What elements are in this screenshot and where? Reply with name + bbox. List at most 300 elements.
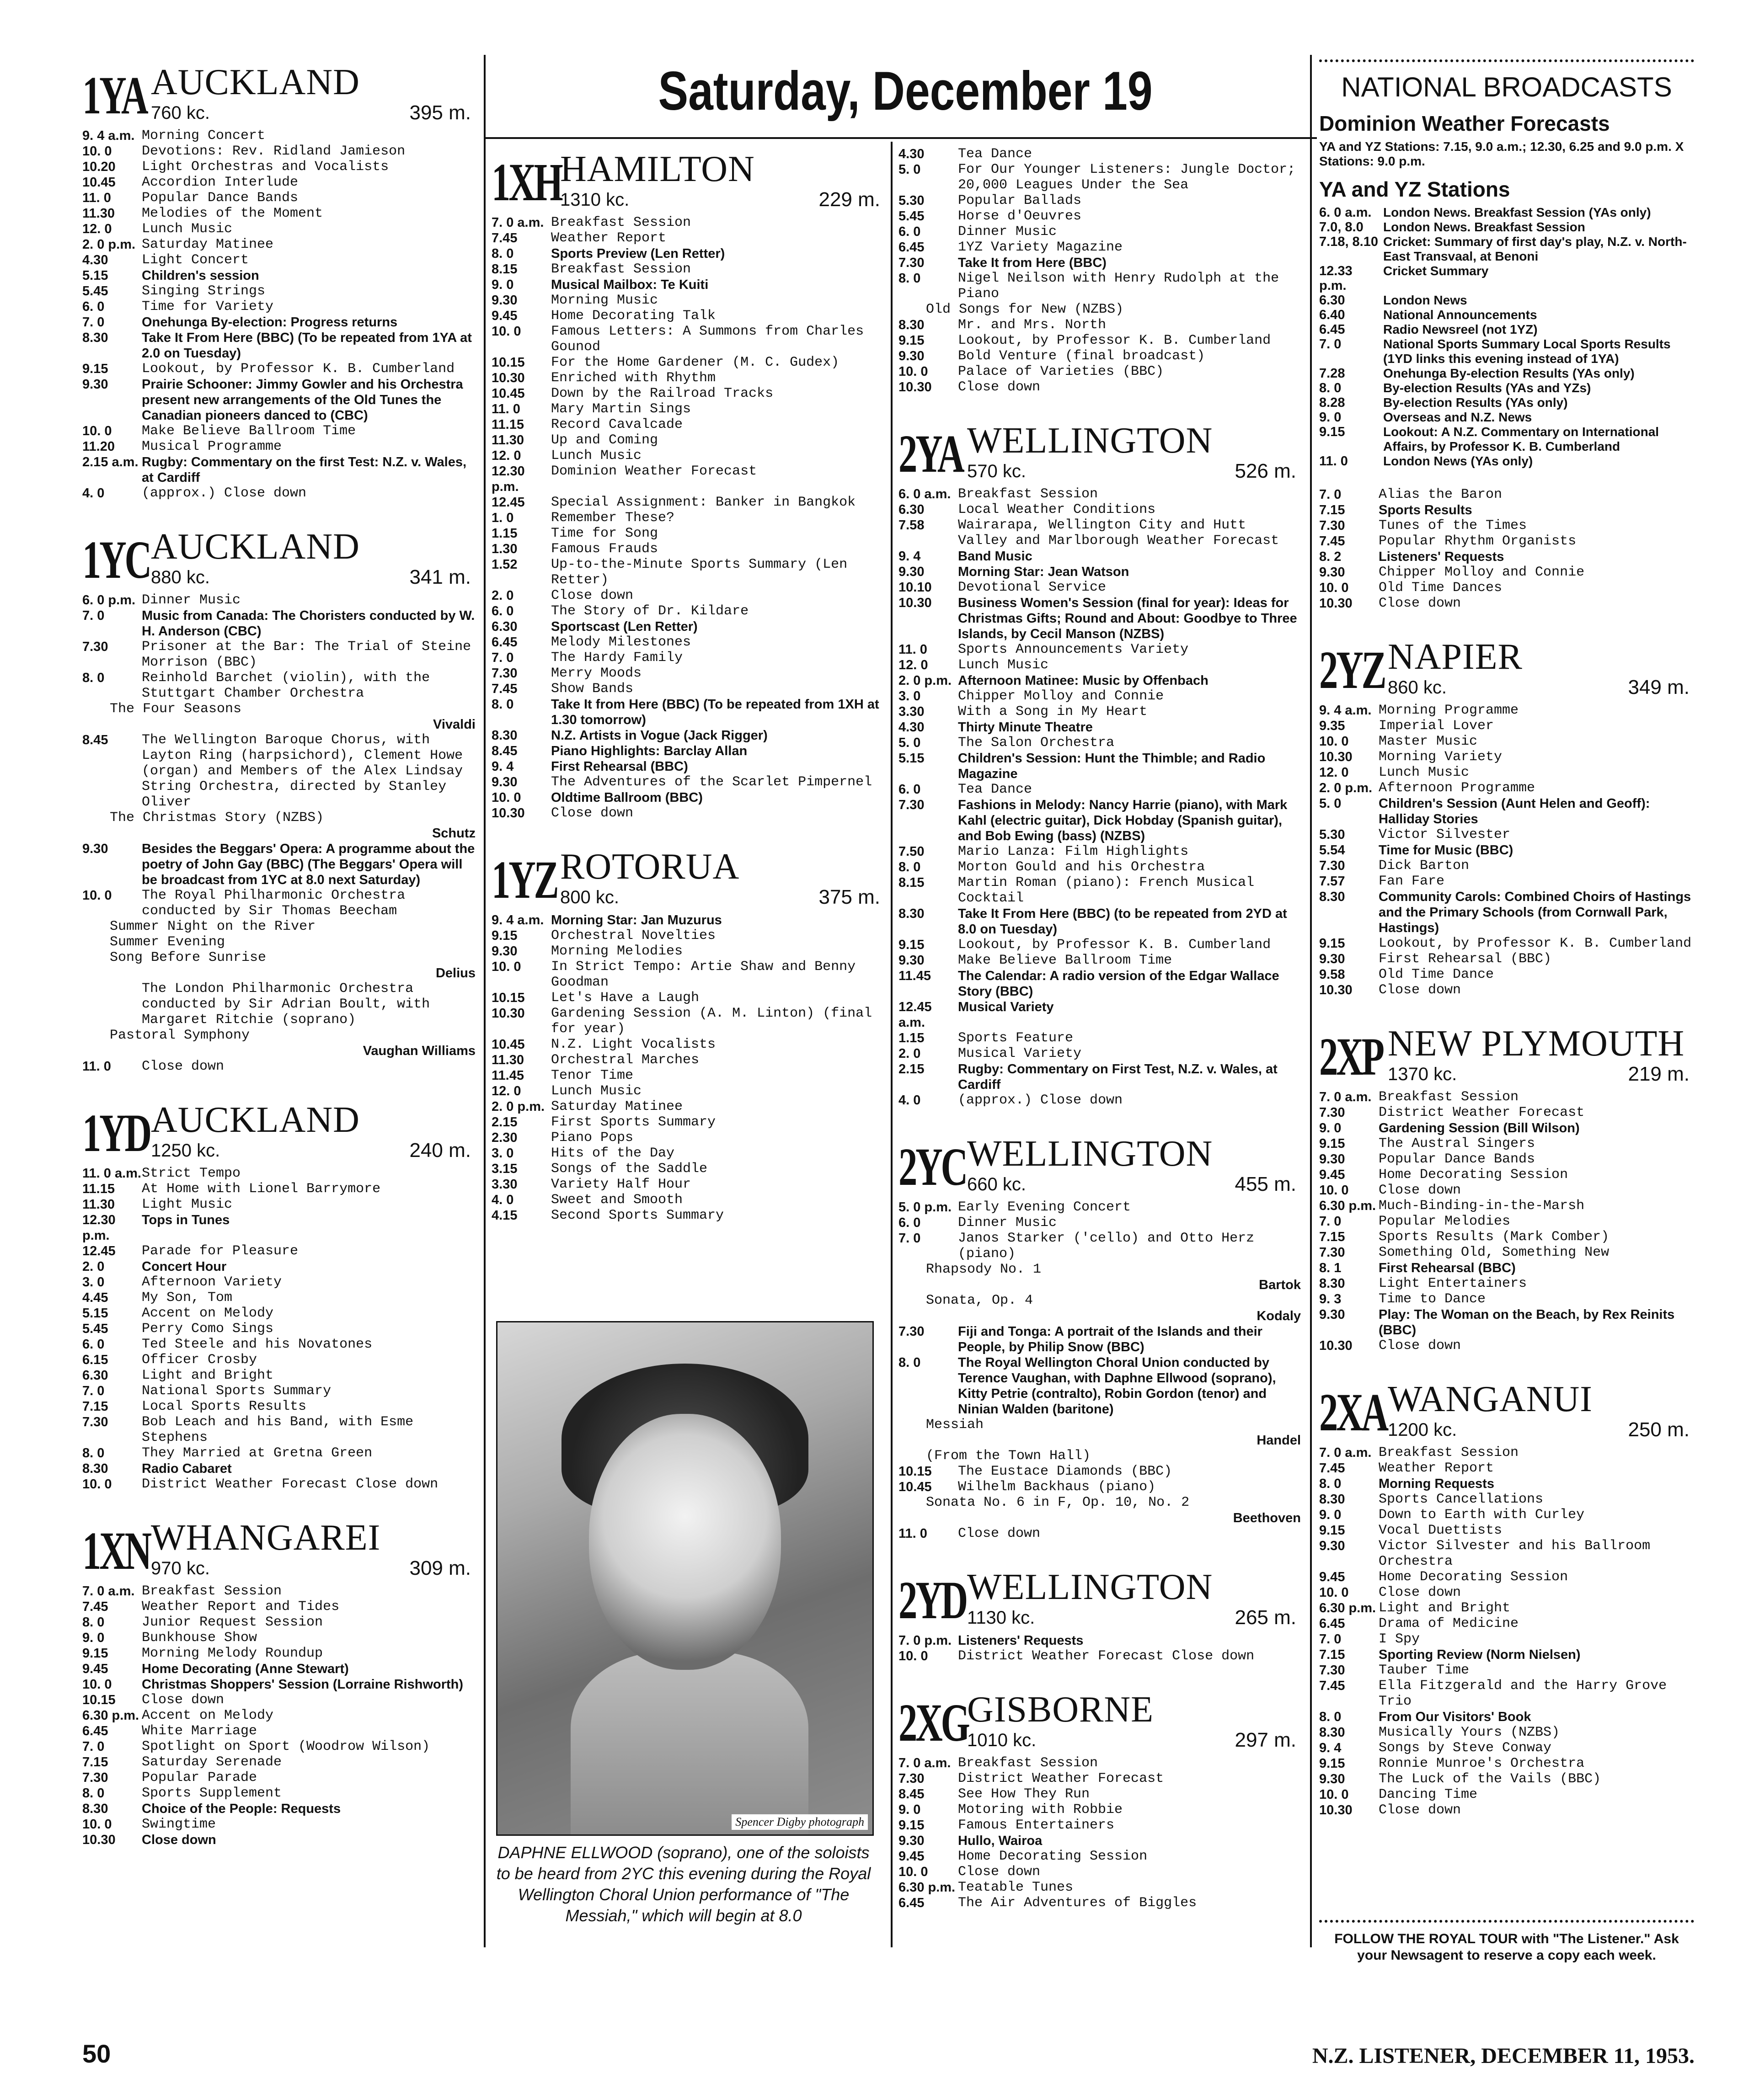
- programme-row: [898, 720, 1301, 735]
- station-callsign: 1YZ: [492, 850, 557, 910]
- programme-title: Band Music: [958, 549, 1032, 564]
- programme-title: Famous Frauds: [551, 541, 658, 557]
- programme-row: [82, 268, 476, 283]
- programme-time: 9.30: [898, 565, 925, 579]
- programme-subtitle: Messiah: [926, 1417, 984, 1433]
- programme-row: [82, 1059, 476, 1074]
- programme-time: 8. 0: [82, 1446, 105, 1460]
- programme-row: [82, 1368, 476, 1383]
- programme-row: [1319, 982, 1694, 998]
- programme-time: 5.45: [898, 209, 925, 224]
- programme-title: Musical Variety: [958, 1046, 1082, 1061]
- programme-title: Weather Report and Tides: [142, 1599, 340, 1615]
- programme-row: [898, 271, 1301, 302]
- programme-row: [1319, 1647, 1694, 1663]
- programme-row: [1319, 1120, 1694, 1136]
- programme-row: [1319, 1663, 1694, 1678]
- programme-time: 12. 0: [82, 222, 112, 236]
- programme-time: 10. 0: [82, 144, 112, 159]
- programme-row: [492, 759, 885, 774]
- programme-title: From Our Visitors' Book: [1379, 1710, 1531, 1724]
- programme-time: 12.33 p.m.: [1319, 264, 1353, 293]
- station-block: [1319, 1376, 1694, 1818]
- programme-row: [1319, 1507, 1694, 1523]
- station-city: NAPIER: [1388, 637, 1523, 677]
- programme-subtitle: Rhapsody No. 1: [926, 1262, 1042, 1277]
- programme-row: [898, 1880, 1301, 1895]
- programme-title: For Our Younger Listeners: Jungle Doctor; 20,000 Leagues Under the Sea: [958, 162, 1296, 193]
- programme-time: 8.30: [82, 1802, 108, 1816]
- programme-time: 6.15: [82, 1353, 108, 1367]
- programme-time: 9. 4: [898, 549, 921, 564]
- programme-time: 7.18, 8.10: [1319, 235, 1378, 249]
- programme-time: 10.45: [82, 175, 116, 190]
- programme-title: Down to Earth with Curley: [1379, 1507, 1585, 1523]
- programme-title: Morning Requests: [1379, 1476, 1494, 1491]
- programme-title: Lookout, by Professor K. B. Cumberland: [958, 333, 1271, 348]
- programme-title: First Rehearsal (BBC): [551, 759, 688, 774]
- programme-row: [898, 1895, 1301, 1911]
- programme-time: 4.45: [82, 1290, 108, 1305]
- programme-title: Saturday Matinee: [551, 1099, 683, 1114]
- programme-title: Local Sports Results: [142, 1399, 307, 1414]
- programme-row: [1319, 220, 1694, 235]
- programme-title: Nigel Neilson with Henry Rudolph at the Piano: [958, 271, 1279, 302]
- programme-time: 9.35: [1319, 719, 1345, 733]
- programme-time: 8.45: [898, 1787, 925, 1802]
- programme-title: Time for Music (BBC): [1379, 843, 1513, 858]
- programme-time: 8. 1: [1319, 1261, 1342, 1275]
- programme-time: 6. 0: [898, 1215, 921, 1230]
- programme-time: 6. 0: [492, 604, 514, 618]
- programme-row: [492, 464, 885, 495]
- programme-title: In Strict Tempo: Artie Shaw and Benny Goodman: [551, 959, 856, 990]
- programme-row: [492, 541, 885, 557]
- programme-row: [898, 1215, 1301, 1231]
- programme-row: [898, 968, 1301, 999]
- programme-row: [82, 330, 476, 361]
- composer: Vaughan Williams: [363, 1044, 476, 1058]
- programme-row: [898, 486, 1301, 502]
- programme-time: 11. 0: [492, 402, 520, 416]
- programme-title: Bunkhouse Show: [142, 1630, 257, 1646]
- station-wavelength: 349 m.: [1628, 676, 1690, 698]
- programme-title: Weather Report: [1379, 1460, 1494, 1476]
- programme-title: Concert Hour: [142, 1259, 227, 1274]
- programme-row: [82, 144, 476, 159]
- programme-title: Listeners' Requests: [958, 1633, 1084, 1648]
- programme-title: Breakfast Session: [551, 261, 691, 277]
- programme-time: 3.15: [492, 1162, 518, 1176]
- programme-row: [898, 1849, 1301, 1864]
- programme-time: 9.30: [492, 775, 518, 789]
- station-header: [1319, 634, 1694, 703]
- programme-time: 7. 0: [1319, 487, 1342, 502]
- programme-time: 11.45: [492, 1068, 524, 1083]
- programme-row: [898, 1633, 1301, 1648]
- programme-time: 11.30: [492, 433, 524, 448]
- programme-row: [898, 1786, 1301, 1802]
- programme-time: 7.30: [1319, 1105, 1345, 1120]
- programme-title: Sports Cancellations: [1379, 1492, 1544, 1507]
- programme-title: Prairie Schooner: Jimmy Gowler and his Orchestra present new arrangements of the Old Tunes the Canadian pioneers danced to (CBC): [142, 377, 463, 423]
- programme-time: 9.45: [898, 1849, 925, 1864]
- station-callsign: 1XN: [82, 1521, 150, 1581]
- programme-row: [1319, 322, 1694, 337]
- programme-time: 2.30: [492, 1130, 518, 1145]
- programme-time: 7. 0: [82, 315, 105, 330]
- programme-title: London News (YAs only): [1383, 454, 1533, 468]
- programme-title: Close down: [1379, 1585, 1461, 1600]
- programme-title: Piano Pops: [551, 1130, 634, 1146]
- programme-title: Musical Mailbox: Te Kuiti: [551, 277, 709, 292]
- programme-row: [1319, 580, 1694, 596]
- programme-title: Martin Roman (piano): French Musical Cocktail: [958, 875, 1255, 906]
- programme-time: 9.15: [898, 333, 925, 348]
- programme-time: 10. 0: [1319, 1585, 1349, 1600]
- programme-subtitle: Sonata No. 6 in F, Op. 10, No. 2: [926, 1495, 1190, 1510]
- programme-subtitle: Old Songs for New (NZBS): [926, 302, 1124, 317]
- station-frequency: 1310 kc.: [560, 190, 630, 210]
- programme-time: 7. 0: [82, 608, 105, 623]
- programme-title: Onehunga By-election: Progress returns: [142, 315, 398, 330]
- programme-time: 10.15: [492, 355, 525, 370]
- programme-time: 9.15: [82, 362, 108, 376]
- programme-time: 8.30: [82, 1461, 108, 1476]
- programme-row: [82, 1630, 476, 1646]
- programme-time: 11.30: [492, 1053, 524, 1067]
- programme-row: [492, 1130, 885, 1146]
- programme-row: [82, 1661, 476, 1677]
- programme-time: 7.45: [82, 1599, 108, 1614]
- programme-title: Sports Supplement: [142, 1786, 282, 1801]
- programme-time: 10.30: [1319, 1338, 1353, 1353]
- programme-row: [82, 1337, 476, 1352]
- programme-title: Popular Ballads: [958, 193, 1082, 208]
- programme-row: [1319, 858, 1694, 874]
- programme-row: [492, 355, 885, 370]
- station-wavelength: 250 m.: [1628, 1418, 1690, 1441]
- programme-title: Time for Variety: [142, 299, 274, 314]
- programme-time: 10.15: [492, 991, 525, 1005]
- programme-row: [82, 1414, 476, 1445]
- programme-row: [82, 299, 476, 314]
- programme-row: [492, 277, 885, 293]
- programme-title: The London Philharmonic Orchestra conducted by Sir Adrian Boult, with Margaret Ritchie (soprano): [142, 981, 430, 1028]
- programme-row: [898, 953, 1301, 968]
- programme-title: District Weather Forecast: [1379, 1105, 1585, 1120]
- station-header: [82, 524, 476, 592]
- programme-time: 7. 0: [1319, 1632, 1342, 1647]
- station-frequency: 970 kc.: [151, 1558, 210, 1578]
- programme-row: [1319, 502, 1694, 518]
- programme-row: [82, 175, 476, 190]
- programme-time: 10.15: [898, 1464, 932, 1479]
- programme-row: [82, 1801, 476, 1817]
- programme-time: 12. 0: [898, 658, 928, 672]
- programme-row: [492, 928, 885, 943]
- programme-title: Home Decorating Session: [958, 1849, 1148, 1864]
- programme-row: [82, 608, 476, 639]
- programme-title: Lunch Music: [958, 657, 1049, 673]
- programme-row: [82, 190, 476, 206]
- programme-title: Close down: [1379, 1802, 1461, 1818]
- programme-time: 9.30: [1319, 1772, 1345, 1786]
- programme-row: [1319, 718, 1694, 734]
- programme-title: Light and Bright: [142, 1368, 274, 1383]
- station-block: [492, 844, 885, 1223]
- programme-row: [82, 128, 476, 144]
- programme-title: Imperial Lover: [1379, 718, 1494, 734]
- programme-row: [1319, 936, 1694, 951]
- programme-title: Vocal Duettists: [1379, 1523, 1503, 1538]
- footer-note: FOLLOW THE ROYAL TOUR with "The Listener." Ask your Newsagent to reserve a copy each week.: [1319, 1920, 1694, 1964]
- programme-time: 10.30: [82, 1833, 116, 1847]
- programme-row: [492, 666, 885, 681]
- programme-title: Radio Newsreel (not 1YZ): [1383, 322, 1538, 336]
- programme-time: 9.30: [898, 953, 925, 968]
- programme-row: [1319, 235, 1694, 264]
- programme-title: 1YZ Variety Magazine: [958, 240, 1123, 255]
- programme-time: 2.15: [492, 1115, 518, 1130]
- station-header: [1319, 1021, 1694, 1089]
- programme-row: [1319, 205, 1694, 220]
- programme-row: [898, 673, 1301, 688]
- programme-row: [1319, 1476, 1694, 1492]
- programme-row: [492, 1099, 885, 1114]
- programme-title: Home Decorating Session: [1379, 1569, 1568, 1585]
- programme-row: [898, 782, 1301, 797]
- programme-row: [898, 580, 1301, 595]
- programme-row: [82, 283, 476, 299]
- programme-time: 5. 0 p.m.: [898, 1200, 952, 1215]
- programme-time: 12. 0: [492, 448, 521, 463]
- programme-title: Time to Dance: [1379, 1291, 1486, 1307]
- programme-row: [1319, 1167, 1694, 1183]
- programme-title: Let's Have a Laugh: [551, 990, 700, 1006]
- station-block: [898, 1687, 1301, 1911]
- station-frequency: 760 kc.: [151, 103, 210, 123]
- programme-title: Old Time Dance: [1379, 967, 1494, 982]
- station-city: WELLINGTON: [967, 421, 1213, 461]
- programme-row: [1319, 951, 1694, 967]
- programme-time: 12. 0: [492, 1084, 521, 1098]
- programme-row: [898, 1324, 1301, 1355]
- programme-row: [1319, 842, 1694, 858]
- programme-time: 8. 0: [898, 271, 921, 286]
- programme-title: Mr. and Mrs. North: [958, 317, 1107, 333]
- photo-shoulders: [571, 1652, 808, 1836]
- programme-title: Take It from Here (BBC): [958, 256, 1107, 270]
- programme-row: [492, 1177, 885, 1192]
- programme-time: 6.45: [898, 240, 925, 255]
- programme-time: 6.30: [82, 1368, 108, 1383]
- programme-time: 8.30: [1319, 1276, 1345, 1291]
- programme-title: Morning Music: [551, 293, 658, 308]
- programme-row: [898, 735, 1301, 751]
- programme-row: [1319, 1585, 1694, 1600]
- programme-time: 6.45: [1319, 1616, 1345, 1631]
- composer: Beethoven: [1233, 1511, 1301, 1525]
- station-frequency: 660 kc.: [967, 1174, 1026, 1194]
- programme-row: [1319, 765, 1694, 780]
- programme-title: Up-to-the-Minute Sports Summary (Len Retter): [551, 557, 848, 588]
- programme-time: 10.30: [1319, 983, 1353, 997]
- programme-time: 11. 0: [82, 191, 111, 205]
- programme-title: Gardening Session (Bill Wilson): [1379, 1121, 1580, 1135]
- programme-time: 7.30: [898, 1324, 925, 1339]
- programme-time: 11.30: [82, 1197, 115, 1212]
- programme-time: 10.30: [492, 806, 525, 821]
- programme-time: 8.30: [898, 906, 925, 921]
- programme-row: [492, 1006, 885, 1037]
- station-frequency: 880 kc.: [151, 567, 210, 587]
- station-frequency: 570 kc.: [967, 461, 1026, 481]
- programme-row: [898, 844, 1301, 859]
- programme-row: [898, 1526, 1301, 1541]
- programme-row: [82, 1723, 476, 1739]
- programme-title: Devotions: Rev. Ridland Jamieson: [142, 144, 406, 159]
- programme-time: 10. 0: [898, 364, 928, 379]
- programme-title: Famous Entertainers: [958, 1818, 1115, 1833]
- programme-row: [1319, 796, 1694, 827]
- programme-time: 8.30: [1319, 1725, 1345, 1740]
- programme-title: Perry Como Sings: [142, 1321, 274, 1337]
- programme-title: Fiji and Tonga: A portrait of the Islands and their People, by Philip Snow (BBC): [958, 1324, 1262, 1354]
- programme-time: 10. 0: [492, 790, 521, 805]
- programme-row: [898, 146, 1301, 162]
- programme-row: [82, 732, 476, 810]
- programme-time: 9.30: [898, 1834, 925, 1848]
- programme-time: 8.30: [1319, 1492, 1345, 1507]
- programme-row: [1319, 1771, 1694, 1787]
- programme-title: Alias the Baron: [1379, 487, 1503, 502]
- programme-time: 7.15: [82, 1755, 108, 1770]
- programme-row: [898, 193, 1301, 208]
- programme-row: [898, 688, 1301, 704]
- programme-title: Breakfast Session: [551, 215, 691, 230]
- programme-time: 6.30 p.m.: [82, 1708, 139, 1723]
- programme-title: Sports Announcements Variety: [958, 642, 1189, 657]
- station-city: ROTORUA: [560, 847, 740, 887]
- programme-time: 7.50: [898, 844, 925, 859]
- programme-row: [492, 790, 885, 805]
- programme-row: [1319, 1229, 1694, 1245]
- programme-time: 7. 0 a.m.: [1319, 1445, 1372, 1460]
- programme-title: Master Music: [1379, 734, 1478, 749]
- programme-title: The Luck of the Vails (BBC): [1379, 1771, 1601, 1787]
- programme-row: [1319, 1307, 1694, 1338]
- programme-row: [82, 841, 476, 888]
- programme-time: 8. 0: [1319, 1710, 1342, 1724]
- programme-row: [1319, 518, 1694, 533]
- programme-row: [82, 1754, 476, 1770]
- programme-time: 7. 0 a.m.: [1319, 1090, 1372, 1104]
- station-header: [1319, 1376, 1694, 1445]
- programme-time: 2. 0: [82, 1259, 105, 1274]
- programme-time: 10. 0: [82, 1677, 112, 1692]
- programme-time: 2. 0 p.m.: [492, 1099, 545, 1114]
- programme-time: 7.15: [1319, 1647, 1345, 1662]
- programme-row: [82, 1166, 476, 1181]
- programme-row: [82, 361, 476, 377]
- programme-row: [492, 432, 885, 448]
- station-city: WELLINGTON: [967, 1567, 1213, 1607]
- programme-title: The Adventures of the Scarlet Pimpernel: [551, 774, 872, 790]
- programme-title: Victor Silvester and his Ballroom Orchestra: [1379, 1538, 1651, 1569]
- programme-title: Motoring with Robbie: [958, 1802, 1123, 1818]
- programme-row: [82, 1646, 476, 1661]
- programme-time: 8. 0: [898, 1355, 921, 1370]
- programme-time: 9.30: [492, 944, 518, 959]
- programme-row: [1319, 1151, 1694, 1167]
- programme-title: District Weather Forecast Close down: [958, 1648, 1255, 1664]
- station-wavelength: 265 m.: [1235, 1606, 1296, 1629]
- programme-title: Afternoon Matinee: Music by Offenbach: [958, 673, 1209, 688]
- programme-title: Musical Variety: [958, 1000, 1054, 1014]
- programme-title: Oldtime Ballroom (BBC): [551, 790, 703, 805]
- programme-row: [898, 859, 1301, 875]
- programme-row: [1319, 549, 1694, 565]
- programme-title: Bold Venture (final broadcast): [958, 348, 1205, 364]
- programme-title: Morton Gould and his Orchestra: [958, 859, 1205, 875]
- programme-title: Lunch Music: [551, 1083, 642, 1099]
- programme-time: 7.30: [1319, 1245, 1345, 1260]
- programme-title: Janos Starker ('cello) and Otto Herz (piano): [958, 1231, 1255, 1262]
- programme-title: National Sports Summary: [142, 1383, 332, 1399]
- programme-row: [1319, 565, 1694, 580]
- programme-title: Make Believe Ballroom Time: [958, 953, 1172, 968]
- programme-time: 7.45: [1319, 1679, 1345, 1693]
- programme-time: 9.30: [82, 377, 108, 392]
- programme-title: Close down: [1379, 1183, 1461, 1198]
- programme-time: 4.30: [898, 147, 925, 161]
- programme-title: Melodies of the Moment: [142, 206, 323, 221]
- station-callsign: 1XH: [492, 152, 561, 212]
- programme-time: 1.15: [898, 1031, 925, 1045]
- programme-time: 11.15: [82, 1182, 115, 1196]
- programme-title: Horse d'Oeuvres: [958, 208, 1082, 224]
- programme-row: [898, 595, 1301, 642]
- programme-title: The Austral Singers: [1379, 1136, 1535, 1151]
- programme-title: The Wellington Baroque Chorus, with Layton Ring (harpsichord), Clement Howe (organ) and Members of the Alex Lindsay String Orchestra, directed by Stanley Oliver: [142, 732, 463, 810]
- programme-row: [492, 1161, 885, 1177]
- station-frequency: 1250 kc.: [151, 1141, 220, 1161]
- programme-row: [898, 657, 1301, 673]
- programme-time: 11.15: [492, 417, 524, 432]
- programme-title: Thirty Minute Theatre: [958, 720, 1093, 735]
- programme-time: 10. 0: [492, 959, 521, 974]
- programme-time: 12.45: [492, 495, 525, 510]
- station-wavelength: 455 m.: [1235, 1173, 1296, 1195]
- programme-title: Sports Feature: [958, 1030, 1074, 1046]
- programme-title: Hullo, Wairoa: [958, 1834, 1043, 1848]
- programme-row: [492, 246, 885, 261]
- station-callsign: 2YD: [898, 1570, 967, 1630]
- programme-title: Reinhold Barchet (violin), with the Stuttgart Chamber Orchestra: [142, 670, 430, 701]
- programme-time: 4. 0: [82, 486, 105, 501]
- programme-time: 8. 0: [82, 1615, 105, 1630]
- programme-time: 9.30: [1319, 952, 1345, 966]
- programme-row: [898, 906, 1301, 937]
- programme-row: [82, 1383, 476, 1399]
- programme-row: [82, 1615, 476, 1630]
- programme-time: 4.15: [492, 1208, 518, 1223]
- programme-time: 7.45: [1319, 534, 1345, 549]
- programme-row: [898, 162, 1301, 193]
- programme-row: [1319, 1523, 1694, 1538]
- programme-time: 10.30: [492, 371, 525, 385]
